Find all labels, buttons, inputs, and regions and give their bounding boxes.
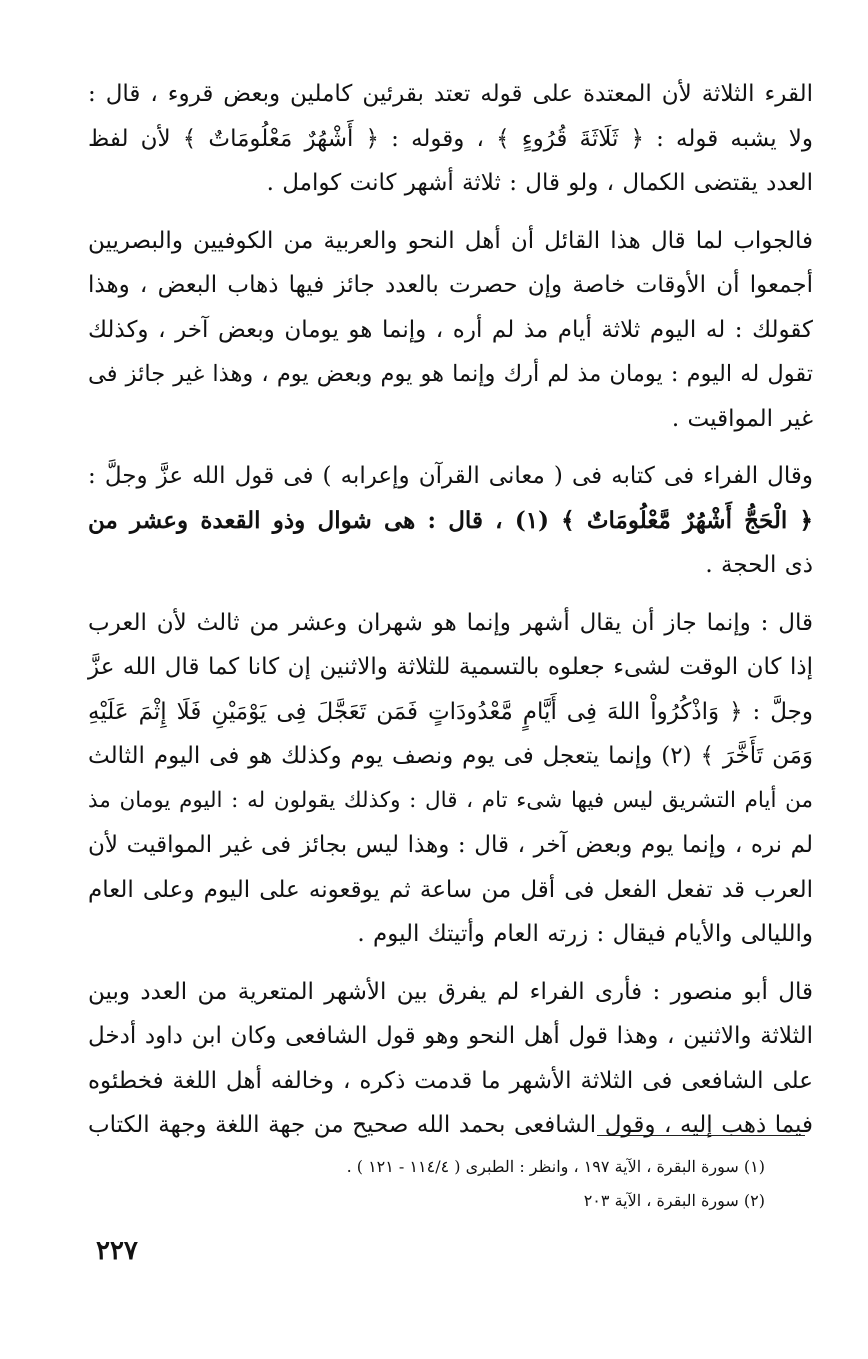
text-line: قال : وإنما جاز أن يقال أشهر وإنما هو شهران وعشر من ثالث لأن العرب xyxy=(88,609,813,636)
paragraph-5 xyxy=(88,970,813,1148)
page-body xyxy=(88,72,813,1161)
text-line: وقال الفراء فى كتابه فى ( معانى القرآن وإعرابه ) فى قول الله عزَّ وجلَّ : xyxy=(88,463,813,489)
text-line: ولا يشبه قوله : ﴿ ثَلَاثَةَ قُرُوءٍ ﴾ ، وقوله : ﴿ أَشْهُرٌ مَعْلُومَاتٌ ﴾ لأن لفظ xyxy=(88,125,813,152)
paragraph-3 xyxy=(88,454,813,588)
text-line: وجلَّ : ﴿ وَاذْكُرُواْ اللهَ فِى أَيَّامٍ مَّعْدُودَاتٍ فَمَن تَعَجَّلَ فِى يَوْمَيْنِ فَلَا إِثْمَ عَلَيْهِ xyxy=(88,698,813,725)
text-line: لم نره ، وإنما يوم وبعض آخر ، قال : وهذا ليس بجائز فى غير المواقيت لأن xyxy=(88,832,813,858)
text-line: ذى الحجة . xyxy=(705,552,813,578)
text-line: القرء الثلاثة لأن المعتدة على قوله تعتد بقرئين كاملين وبعض قروء ، قال : xyxy=(88,81,813,107)
text-line: الثلاثة والاثنين ، وهذا قول أهل النحو وهو قول الشافعى وكان ابن داود أدخل xyxy=(88,1023,813,1049)
footnote-divider xyxy=(597,1135,805,1136)
text-line: وَمَن تَأَخَّرَ ﴾ (٢) وإنما يتعجل فى يوم ونصف يوم وكذلك هو فى اليوم الثالث xyxy=(88,743,814,769)
page-number: ٢٢٧ xyxy=(96,1236,138,1266)
text-line: العرب قد تفعل الفعل فى أقل من ساعة ثم يوقعونه على اليوم وعلى العام xyxy=(88,876,813,903)
text-line: قال أبو منصور : فأرى الفراء لم يفرق بين الأشهر المتعرية من العدد وبين xyxy=(88,978,813,1005)
text-line: غير المواقيت . xyxy=(671,405,813,432)
footnote-2: (٢) سورة البقرة ، الآية ٢٠٣ xyxy=(583,1191,765,1210)
text-line: إذا كان الوقت لشىء جعلوه بالتسمية للثلاثة والاثنين إن كانا كما قال الله عزَّ xyxy=(88,654,813,680)
paragraph-2 xyxy=(88,219,813,442)
text-line: والليالى والأيام فيقال : زرته العام وأتيتك اليوم . xyxy=(357,921,813,947)
paragraph-1 xyxy=(88,72,813,206)
text-line: من أيام التشريق ليس فيها شىء تام ، قال : وكذلك يقولون له : اليوم يومان مذ xyxy=(88,787,813,813)
text-line: كقولك : له اليوم ثلاثة أيام مذ لم أره ، وإنما هو يومان وبعض آخر ، وكذلك xyxy=(88,316,813,343)
text-line: تقول له اليوم : يومان مذ لم أرك وإنما هو يوم وبعض يوم ، وهذا غير جائز فى xyxy=(88,361,813,387)
text-line: أجمعوا أن الأوقات خاصة وإن حصرت بالعدد جائز فيها ذهاب البعض ، وهذا xyxy=(88,272,813,298)
text-line: فالجواب لما قال هذا القائل أن أهل النحو والعربية من الكوفيين والبصريين xyxy=(88,227,813,254)
text-line: العدد يقتضى الكمال ، ولو قال : ثلاثة أشهر كانت كوامل . xyxy=(266,170,813,196)
text-line: على الشافعى فى الثلاثة الأشهر ما قدمت ذكره ، وخالفه أهل اللغة فخطئوه xyxy=(88,1067,813,1094)
footnote-1: (١) سورة البقرة ، الآية ١٩٧ ، وانظر : الطبرى ( ١١٤/٤ - ١٢١ ) . xyxy=(346,1157,765,1176)
text-line: فيما ذهب إليه ، وقول الشافعى بحمد الله صحيح من جهة اللغة وجهة الكتاب xyxy=(88,1112,813,1138)
footnotes xyxy=(200,1150,765,1218)
paragraph-4 xyxy=(88,601,813,957)
text-line: ﴿ الْحَجُّ أَشْهُرٌ مَّعْلُومَاتٌ ﴾ (١) ، قال : هى شوال وذو القعدة وعشر من xyxy=(88,506,813,534)
